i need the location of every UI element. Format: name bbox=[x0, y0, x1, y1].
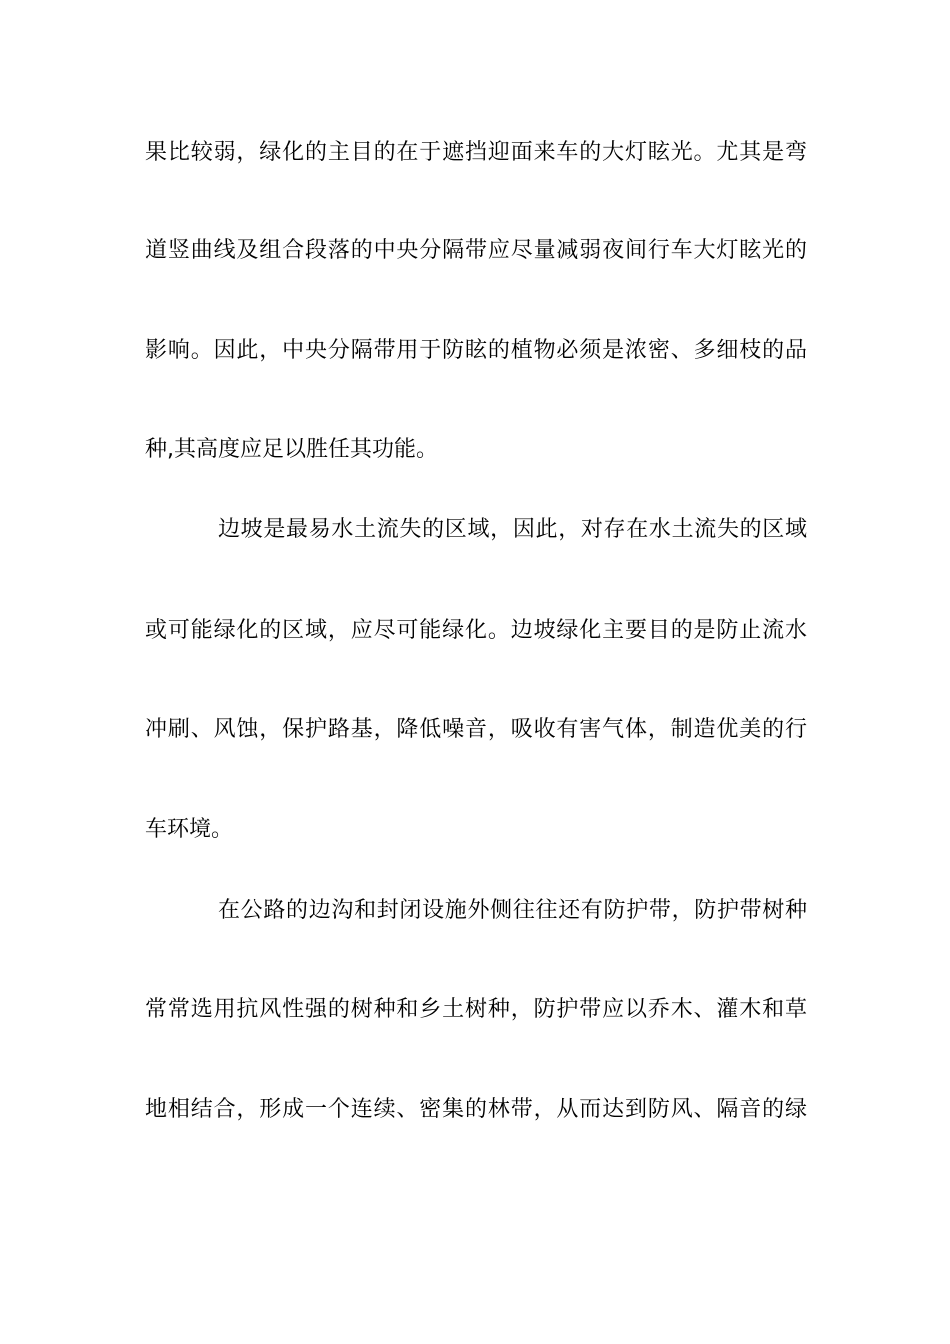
paragraph-line: 车环境。 bbox=[145, 817, 234, 842]
paragraph-line: 在公路的边沟和封闭设施外侧往往还有防护带，防护带树种 bbox=[218, 898, 807, 923]
paragraph-line: 边坡是最易水土流失的区域，因此，对存在水土流失的区域 bbox=[218, 517, 807, 542]
paragraph-line: 地相结合，形成一个连续、密集的林带，从而达到防风、隔音的绿 bbox=[145, 1097, 807, 1122]
paragraph-line: 果比较弱，绿化的主目的在于遮挡迎面来车的大灯眩光。尤其是弯 bbox=[145, 140, 807, 165]
paragraph-line: 冲刷、风蚀，保护路基，降低噪音，吸收有害气体，制造优美的行 bbox=[145, 717, 807, 742]
paragraph-line: 种,其高度应足以胜任其功能。 bbox=[145, 437, 438, 462]
paragraph-line: 常常选用抗风性强的树种和乡土树种，防护带应以乔木、灌木和草 bbox=[145, 997, 807, 1022]
paragraph-line: 或可能绿化的区域，应尽可能绿化。边坡绿化主要目的是防止流水 bbox=[145, 618, 807, 643]
paragraph-line: 影响。因此，中央分隔带用于防眩的植物必须是浓密、多细枝的品 bbox=[145, 338, 807, 363]
paragraph-line: 道竖曲线及组合段落的中央分隔带应尽量减弱夜间行车大灯眩光的 bbox=[145, 238, 807, 263]
